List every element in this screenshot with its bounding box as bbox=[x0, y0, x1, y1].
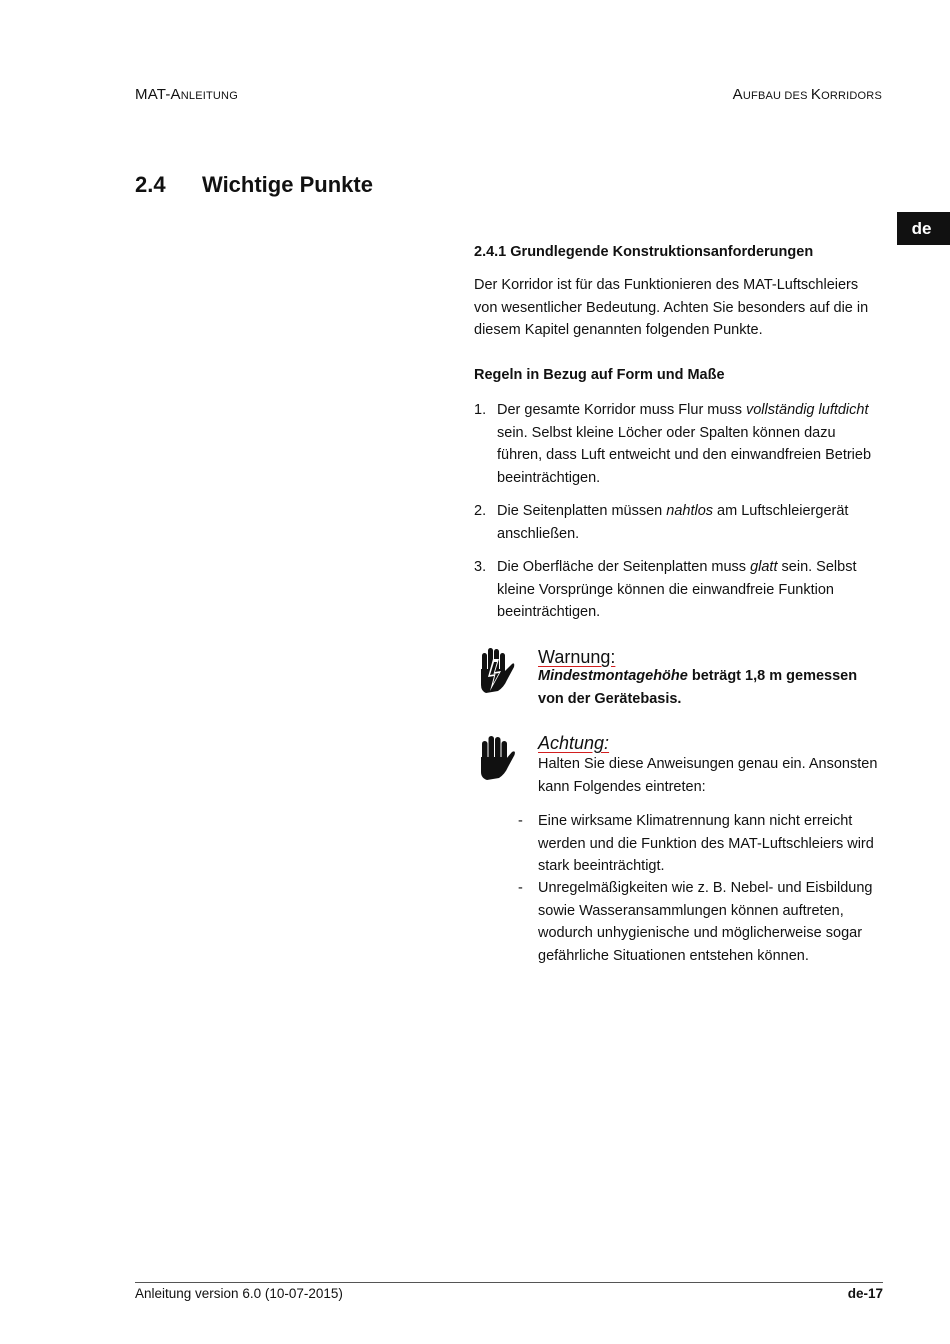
page-number: de-17 bbox=[847, 1286, 883, 1301]
list-text-part: sein. Selbst kleine Vorsprünge können die einwandfreie Funktion beeinträchtigen. bbox=[497, 559, 857, 620]
running-header-right bbox=[733, 86, 882, 103]
footer-version: Anleitung version 6.0 (10-07-2015) bbox=[135, 1286, 343, 1301]
header-right-initial: A bbox=[732, 86, 743, 103]
bullet-text: Eine wirksame Klimatrennung kann nicht erreicht werden und die Funktion des MAT-Luftschleiers wird stark beeinträchtigt. bbox=[538, 813, 874, 874]
footer-divider bbox=[135, 1282, 883, 1283]
section-heading bbox=[135, 172, 373, 198]
list-text-part: Der gesamte Korridor muss Flur muss bbox=[497, 402, 746, 418]
list-text-emphasis: vollständig luftdicht bbox=[745, 402, 869, 418]
list-text bbox=[497, 556, 884, 624]
rules-heading: Regeln in Bezug auf Form und Maße bbox=[474, 367, 725, 383]
list-item bbox=[518, 810, 884, 878]
list-number: 1. bbox=[474, 402, 487, 418]
header-left-prefix: MAT-A bbox=[135, 86, 181, 103]
list-text bbox=[497, 500, 884, 545]
warning-emphasis: Mindestmontagehöhe bbox=[538, 668, 688, 684]
subsection-heading: 2.4.1 Grundlegende Konstruktionsanforderungen bbox=[474, 244, 814, 260]
stop-hand-icon bbox=[476, 734, 516, 782]
running-header-left bbox=[135, 86, 238, 103]
warning-text-rest: beträgt 1,8 m gemessen von der Gerätebasis. bbox=[538, 668, 858, 707]
list-number: 2. bbox=[474, 503, 487, 519]
list-text-part: Die Oberfläche der Seitenplatten muss bbox=[497, 559, 751, 575]
header-right-mid: UFBAU DES bbox=[742, 90, 811, 102]
header-right-k: K bbox=[810, 86, 822, 103]
bullet-text: Unregelmäßigkeiten wie z. B. Nebel- und Eisbildung sowie Wasseransammlungen können auftreten, wodurch unhygienische und möglicherweise sogar gefährliche Situationen entstehen können. bbox=[538, 880, 873, 964]
warning-title: Warnung: bbox=[538, 647, 616, 667]
list-text bbox=[497, 399, 884, 489]
warning-hand-lightning-icon bbox=[476, 647, 516, 695]
header-left-rest: NLEITUNG bbox=[180, 90, 238, 102]
list-item bbox=[474, 500, 884, 545]
list-item bbox=[518, 877, 884, 967]
section-number: 2.4 bbox=[135, 172, 166, 197]
bullet-dash: - bbox=[518, 813, 523, 829]
list-text-emphasis: glatt bbox=[750, 559, 778, 575]
list-number: 3. bbox=[474, 559, 487, 575]
list-text-part: am Luftschleiergerät anschließen. bbox=[497, 503, 849, 542]
intro-paragraph: Der Korridor ist für das Funktionieren des MAT-Luftschleiers von wesentlicher Bedeutung. Achten Sie besonders auf die in diesem Kapitel genannten folgenden Punkte. bbox=[474, 277, 869, 338]
header-right-rest: ORRIDORS bbox=[821, 90, 882, 102]
bullet-dash: - bbox=[518, 880, 523, 896]
caution-title: Achtung: bbox=[538, 733, 610, 753]
caution-text: Halten Sie diese Anweisungen genau ein. Ansonsten kann Folgendes eintreten: bbox=[538, 756, 878, 795]
section-title: Wichtige Punkte bbox=[202, 172, 373, 197]
list-text-part: Die Seitenplatten müssen bbox=[497, 503, 667, 519]
list-item bbox=[474, 399, 884, 489]
language-tab: de bbox=[897, 212, 950, 245]
warning-text bbox=[538, 665, 884, 710]
list-item bbox=[474, 556, 884, 624]
list-text-emphasis: nahtlos bbox=[666, 503, 714, 519]
list-text-part: sein. Selbst kleine Löcher oder Spalten können dazu führen, dass Luft entweicht und den einwandfreien Betrieb beeinträchtigen. bbox=[497, 424, 872, 486]
